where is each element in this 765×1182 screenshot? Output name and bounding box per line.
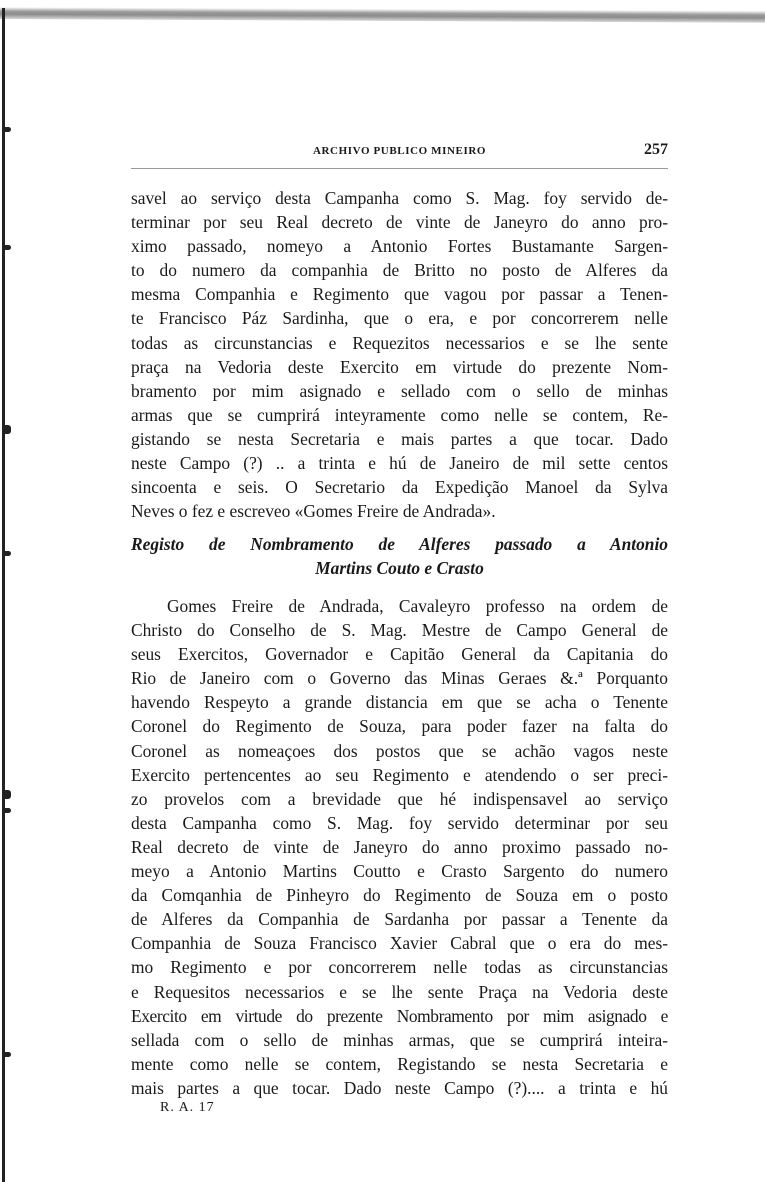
text-line: mais partes a que tocar. Dado neste Campo (?).... a trinta e hú	[131, 1077, 668, 1098]
scan-artifact	[2, 790, 11, 799]
text-line: mente como nelle se contem, Registando se nesta Secretaria e	[131, 1053, 668, 1074]
scan-edge-top	[0, 7, 765, 23]
paragraph-2	[131, 594, 668, 1100]
text-line: bramento por mim asignado e sellado com o sello de minhas	[131, 380, 668, 401]
text-line: Coronel do Regimento de Souza, para poder fazer na falta do	[131, 716, 668, 737]
text-line: todas as circunstancias e Requezitos necessarios e se lhe sente	[131, 332, 668, 353]
scan-artifact	[2, 808, 11, 813]
text-line: praça na Vedoria deste Exercito em virtude do prezente Nom-	[131, 356, 668, 377]
text-line: Christo do Conselho de S. Mag. Mestre de Campo General de	[131, 620, 668, 641]
header-rule	[131, 168, 668, 169]
scan-artifact	[2, 245, 11, 250]
text-line: Companhia de Souza Francisco Xavier Cabral que o era do mes-	[131, 933, 668, 954]
text-line: armas que se cumprirá inteyramente como nelle se contem, Re-	[131, 404, 668, 425]
text-line: Coronel as nomeaçoes dos postos que se achão vagos neste	[131, 740, 668, 761]
text-line: mo Regimento e por concorrerem nelle todas as circunstancias	[131, 957, 668, 978]
text-line: de Alferes da Companhia de Sardanha por passar a Tenente da	[131, 909, 668, 930]
text-line: desta Campanha como S. Mag. foy servido determinar por seu	[131, 812, 668, 833]
text-line: sellada com o sello de minhas armas, que se cumprirá inteira-	[131, 1029, 668, 1050]
running-title: ARCHIVO PUBLICO MINEIRO	[312, 145, 487, 157]
text-line: havendo Respeyto a grande distancia em que se acha o Tenente	[131, 692, 668, 713]
text-line: meyo a Antonio Martins Coutto e Crasto Sargento do numero	[131, 861, 668, 882]
text-line: ximo passado, nomeyo a Antonio Fortes Bustamante Sargen-	[131, 236, 668, 257]
scan-edge-left	[2, 8, 5, 1182]
text-line: Exercito em virtude do prezente Nombramento por mim asignado e	[131, 1005, 668, 1026]
paragraph-1	[131, 186, 668, 523]
scan-artifact	[2, 1052, 11, 1057]
text-line: Rio de Janeiro com o Governo das Minas Geraes &.ª Porquanto	[131, 668, 668, 689]
text-line: to do numero da companhia de Britto no posto de Alferes da	[131, 260, 668, 281]
text-line: mesma Companhia e Regimento que vagou por passar a Tenen-	[131, 284, 668, 305]
text-line: Neves o fez e escreveo «Gomes Freire de Andrada».	[131, 501, 496, 522]
scan-artifact	[2, 425, 11, 434]
scan-artifact	[2, 127, 11, 132]
text-line: zo provelos com a brevidade que hé indispensavel ao serviço	[131, 788, 668, 809]
heading-line: Martins Couto e Crasto	[315, 558, 484, 578]
text-line: terminar por seu Real decreto de vinte de Janeyro do anno pro-	[131, 212, 668, 233]
scan-artifact	[2, 551, 11, 556]
page-number: 257	[644, 141, 668, 158]
text-line: e Requesitos necessarios e se lhe sente Praça na Vedoria deste	[131, 981, 668, 1002]
section-heading	[131, 532, 668, 580]
text-line: te Francisco Páz Sardinha, que o era, e por concorrerem nelle	[131, 308, 668, 329]
text-line: Exercito pertencentes ao seu Regimento e atendendo o ser preci-	[131, 764, 668, 785]
heading-line: Registo de Nombramento de Alferes passado a Antonio	[131, 534, 668, 554]
text-line: Real decreto de vinte de Janeyro do anno proximo passado no-	[131, 836, 668, 857]
page-header	[131, 140, 668, 164]
text-line: savel ao serviço desta Campanha como S. Mag. foy servido de-	[131, 188, 668, 208]
text-line: gistando se nesta Secretaria e mais partes a que tocar. Dado	[131, 428, 668, 449]
text-line: da Comqanhia de Pinheyro do Regimento de Souza em o posto	[131, 885, 668, 906]
text-line: sincoenta e seis. O Secretario da Expedição Manoel da Sylva	[131, 477, 668, 498]
text-line: neste Campo (?) .. a trinta e hú de Janeiro de mil sette centos	[131, 453, 668, 474]
text-line: Gomes Freire de Andrada, Cavaleyro professo na ordem de	[167, 596, 668, 616]
signature-mark: R. A. 17	[160, 1100, 215, 1115]
text-line: seus Exercitos, Governador e Capitão General da Capitania do	[131, 644, 668, 665]
